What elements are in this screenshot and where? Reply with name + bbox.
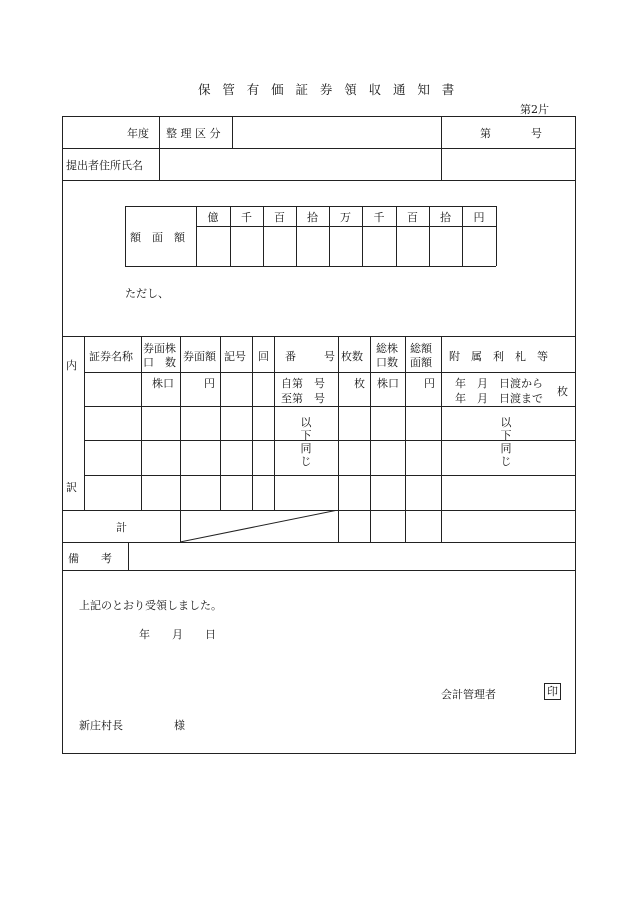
unit-sen-2: 千 (373, 211, 385, 224)
unit-ju-2: 拾 (440, 211, 451, 224)
rule (441, 336, 442, 542)
frame-right (575, 116, 576, 753)
rule (220, 336, 221, 510)
year-label: 年度 (127, 127, 149, 140)
rule (125, 266, 496, 267)
accountant-label: 会計管理者 (441, 688, 496, 701)
row1-total-shares-unit: 株口 (377, 377, 399, 390)
number-label-first: 第 (480, 127, 491, 140)
remarks-label: 備 考 (68, 552, 112, 565)
number-label-suffix: 号 (531, 127, 542, 140)
rule (274, 336, 275, 510)
receipt-statement: 上記のとおり受領しました。 (79, 599, 222, 612)
unit-man: 万 (340, 211, 351, 224)
frame-left (62, 116, 63, 753)
total-diagonal (180, 510, 338, 542)
unit-sen: 千 (241, 211, 252, 224)
col-total-amount-line1: 総額 (410, 342, 432, 355)
col-total-shares-line2: 口数 (376, 356, 398, 369)
col-face-shares-line1: 券面株 (143, 342, 176, 355)
rule (84, 475, 576, 476)
detail-side-label-top: 内 (66, 359, 77, 372)
rule (159, 148, 160, 180)
row1-total-yen-unit: 円 (424, 377, 435, 390)
row1-coupon-unit: 枚 (557, 385, 568, 398)
submitter-label: 提出者住所氏名 (66, 159, 143, 172)
unit-ju: 拾 (307, 211, 318, 224)
category-label: 整 理 区 分 (166, 127, 221, 140)
document-title: 保管有価証券領収通知書 (198, 82, 467, 97)
same-below-coupon: 以下同じ (500, 416, 512, 468)
total-label: 計 (116, 521, 127, 534)
row1-coupon-to: 年 月 日渡まで (455, 392, 543, 405)
seal-stamp-mark: 印 (544, 683, 561, 700)
rule (62, 148, 576, 149)
row1-coupon-from: 年 月 日渡から (455, 377, 543, 390)
col-round: 回 (258, 350, 269, 363)
rule (159, 116, 160, 148)
row1-count-unit: 枚 (354, 377, 365, 390)
row1-yen-unit: 円 (204, 377, 215, 390)
col-count: 枚数 (341, 350, 363, 363)
rule (196, 226, 496, 227)
rule (252, 336, 253, 510)
unit-hyaku-2: 百 (407, 211, 418, 224)
rule (128, 542, 129, 570)
rule (338, 336, 339, 542)
amount-label: 額 面 額 (130, 231, 185, 244)
col-face-shares-line2: 口 数 (143, 356, 176, 369)
rule (496, 206, 497, 266)
detail-side-label-bottom: 訳 (66, 481, 77, 494)
col-number-2: 号 (324, 350, 335, 363)
same-below-number: 以下同じ (300, 416, 312, 468)
honorific: 様 (174, 719, 185, 732)
col-number-1: 番 (285, 350, 296, 363)
row1-from-number: 自第 号 (281, 377, 325, 390)
rule (125, 206, 496, 207)
rule (62, 542, 576, 543)
col-total-amount-line2: 面額 (410, 356, 432, 369)
rule (62, 570, 576, 571)
col-symbol: 記号 (224, 350, 246, 363)
rule (405, 336, 406, 542)
sheet-number: 第2片 (520, 103, 549, 116)
unit-yen: 円 (473, 211, 485, 224)
rule (141, 336, 142, 510)
rule (84, 372, 576, 373)
rule (62, 336, 576, 337)
receipt-date-line: 年 月 日 (139, 628, 216, 641)
rule (84, 336, 85, 510)
frame-bottom (62, 753, 576, 754)
col-face-amount: 券面額 (183, 350, 216, 363)
row1-to-number: 至第 号 (281, 392, 325, 405)
rule (441, 116, 442, 180)
rule (62, 180, 576, 181)
frame-top (62, 116, 576, 117)
rule (84, 406, 576, 407)
col-security-name: 証券名称 (89, 350, 133, 363)
rule (125, 206, 126, 266)
rule (232, 116, 233, 148)
addressee: 新庄村長 (79, 719, 123, 732)
unit-oku: 億 (207, 211, 219, 224)
row1-shares-unit: 株口 (152, 377, 174, 390)
proviso-note: ただし、 (125, 287, 169, 300)
col-total-shares-line1: 総株 (376, 342, 398, 355)
rule (370, 336, 371, 542)
unit-hyaku: 百 (274, 211, 285, 224)
col-coupon: 附 属 利 札 等 (449, 350, 548, 363)
